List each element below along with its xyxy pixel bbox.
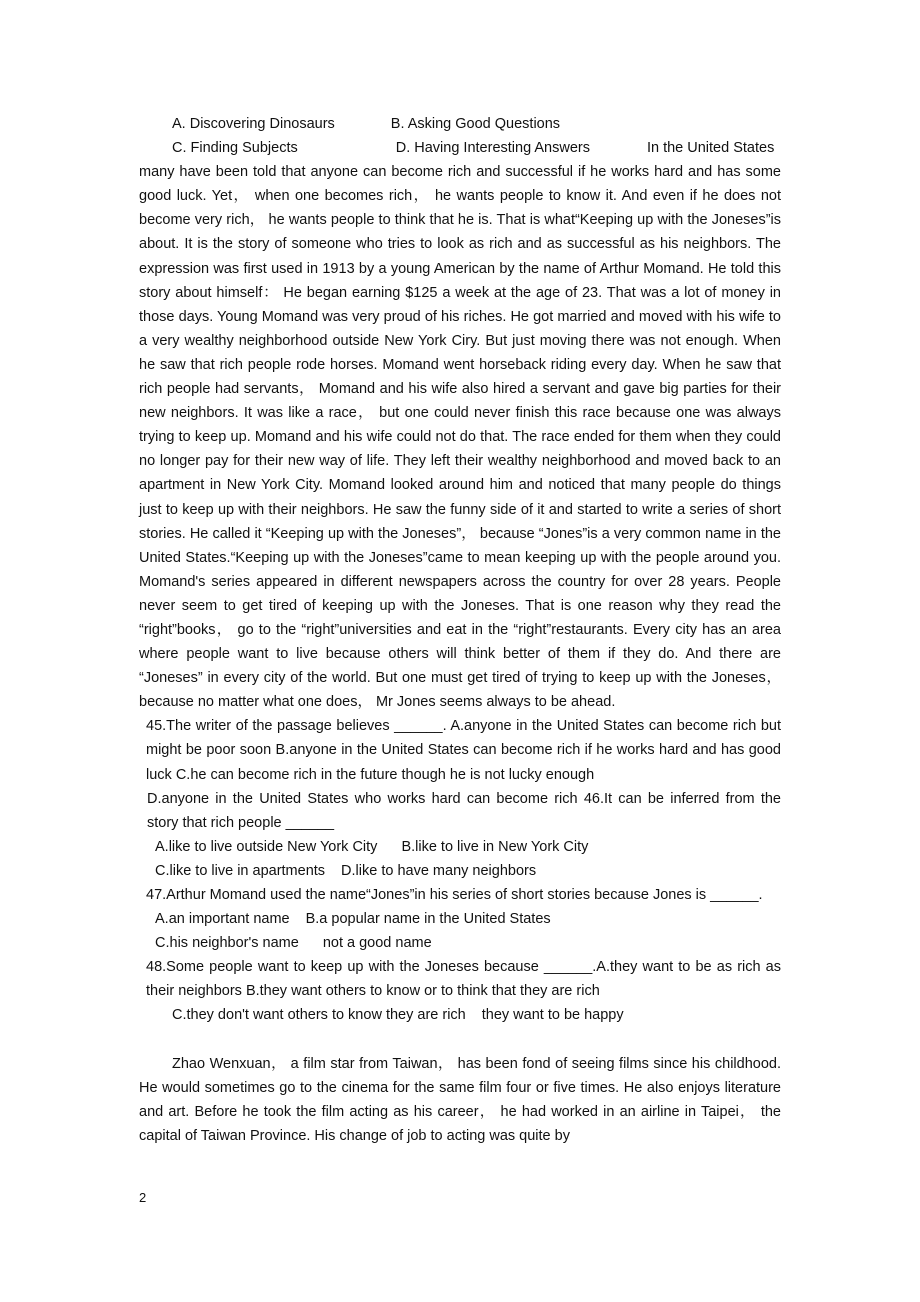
question-48-options [139, 1003, 781, 1027]
option-a-44: A. Discovering Dinosaurs [172, 116, 335, 132]
question-48: 48.Some people want to keep up with the Joneses because ______.A.they want to be as rich as their neighbors B.they want others to know or to think that they are rich [146, 959, 781, 1000]
option-c-48: C.they don't want others to know they are rich [172, 1007, 466, 1024]
question-45-d-and-46: D.anyone in the United States who works hard can become rich 46.It can be inferred from the story that rich people ______ [147, 790, 781, 831]
passage-body: many have been told that anyone can become rich and successful if he works hard and has some good luck. Yet， when one becomes rich， he wants people to know it. And even if he does not become very rich， he wants people to think that he is. That is what“Keeping up with the Joneses”is about. It is the story of someone who tries to look as rich and as successful as his neighbors. The expression was first used in 1913 by a young American by the name of Arthur Momand. He told this story about himself： He began earning $125 a week at the age of 23. That was a lot of money in those days. Young Momand was very proud of his riches. He got married and moved with his wife to a very wealthy neighborhood outside New York Ciry. But just moving there was not enough. When he saw that rich people rode horses. Momand went horseback riding every day. When he saw that rich people had servants， Momand and his wife also hired a servant and gave big parties for their new neighbors. It was like a race， but one could never finish this race because one was always trying to keep up. Momand and his wife could not do that. The race ended for them when they could no longer pay for their new way of life. They left their wealthy neighborhood and moved back to an apartment in New York City. Momand looked around him and noticed that many people do things just to keep up with their neighbors. He saw the funny side of it and started to write a series of short stories. He called it “Keeping up with the Joneses”， because “Jones”is a very common name in the United States.“Keeping up with the Joneses”came to mean keeping up with the people around you. Momand's series appeared in different newspapers across the country for over 28 years. People never seem to get tired of keeping up with the Joneses. That is one reason why they read the “right”books， go to the “right”universities and eat in the “right”restaurants. Every city has an area where people want to live because others will think better of them if they do. And there are “Joneses” in every city of the world. But one must get tired of trying to keep up with the Joneses， because no matter what one does， Mr Jones seems always to be ahead. [139, 164, 781, 711]
question-44-options-row-1 [139, 112, 781, 136]
next-passage: Zhao Wenxuan， a film star from Taiwan， has been fond of seeing films since his childhood. He would sometimes go to the cinema for the same film four or five times. He also enjoys literature and art. Before he took the film acting as his career， he had worked in an airline in Taipei， the capital of Taiwan Province. His change of job to acting was quite by [139, 1055, 781, 1144]
passage-opening: In the United States [646, 140, 775, 157]
question-47-options-row-1 [139, 907, 781, 931]
option-c-46: C.like to live in apartments [155, 862, 326, 879]
option-d-47: not a good name [322, 935, 432, 952]
question-46-options-row-1 [139, 835, 781, 859]
question-47: 47.Arthur Momand used the name“Jones”in his series of short stories because Jones is ______. [146, 887, 763, 903]
question-47-options-row-2 [139, 931, 781, 955]
option-c-47: C.his neighbor's name [155, 935, 299, 952]
page-content [139, 112, 781, 1148]
paragraph-spacer [139, 1028, 781, 1052]
option-b-46: B.like to live in New York City [401, 838, 589, 855]
option-d-44: D. Having Interesting Answers [395, 140, 590, 157]
option-b-44: B. Asking Good Questions [390, 116, 561, 132]
option-c-44: C. Finding Subjects [172, 140, 298, 157]
question-45: 45.The writer of the passage believes ______. A.anyone in the United States can become rich but might be poor soon B.anyone in the United States can become rich if he works hard and has good luck C.he can become rich in the future though he is not lucky enough [146, 718, 781, 783]
question-44-options-row-2 [139, 136, 781, 160]
page-number: 2 [139, 1190, 147, 1205]
option-d-48: they want to be happy [481, 1007, 624, 1024]
option-a-47: A.an important name [155, 911, 290, 928]
option-b-47: B.a popular name in the United States [305, 911, 551, 928]
option-d-46: D.like to have many neighbors [341, 862, 537, 879]
question-46-options-row-2 [139, 859, 781, 883]
option-a-46: A.like to live outside New York City [155, 838, 378, 855]
